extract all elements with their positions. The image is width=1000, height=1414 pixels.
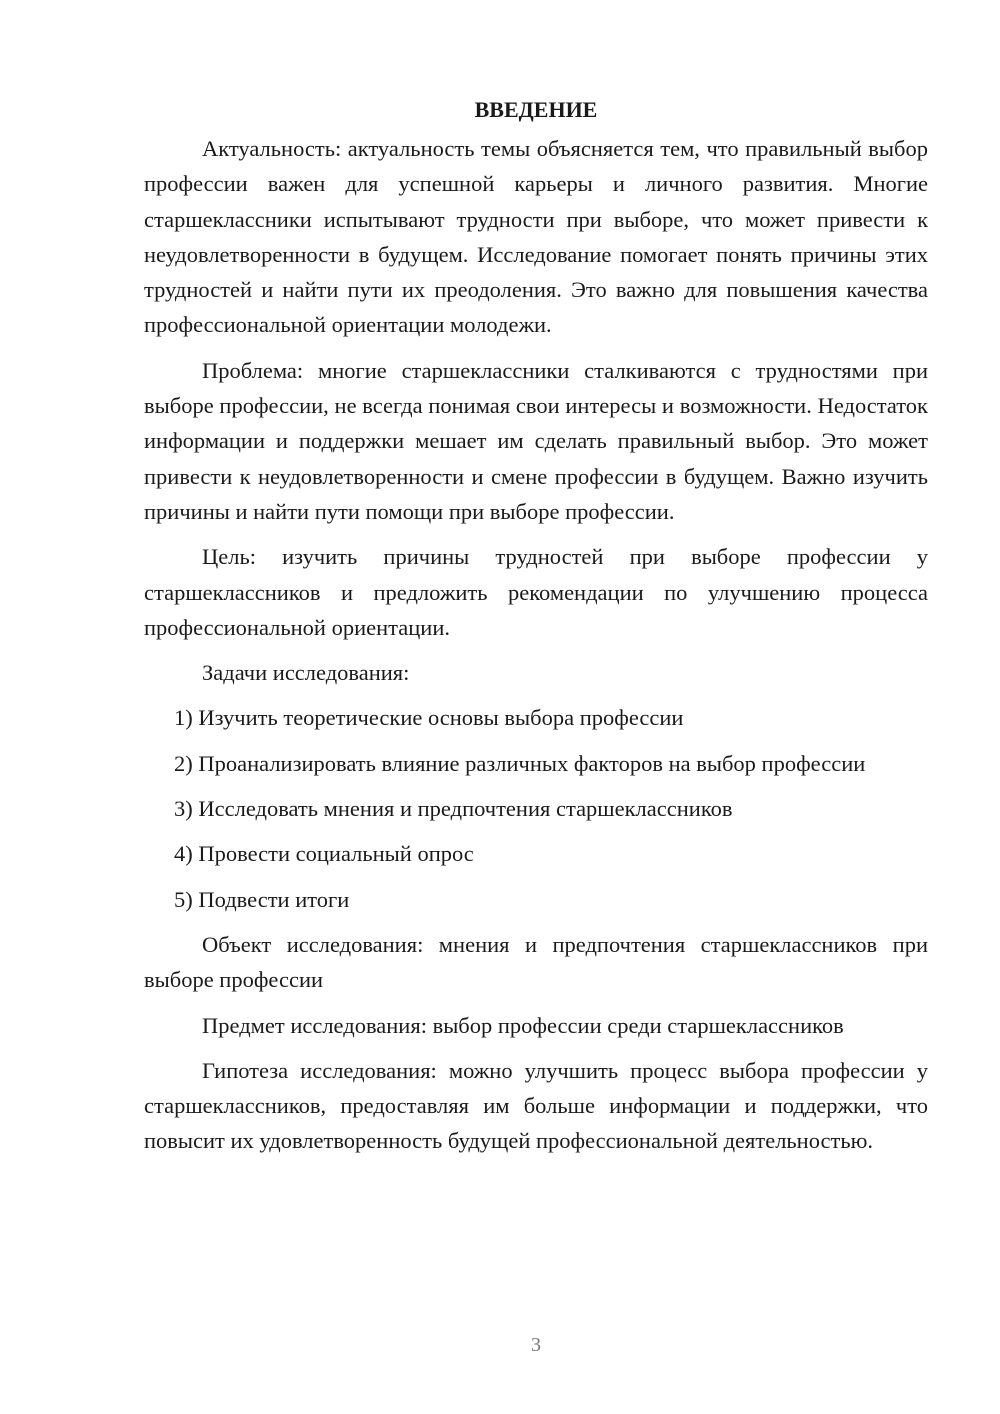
paragraph-tasks-heading: Задачи исследования: — [202, 660, 410, 686]
task-item: 3) Исследовать мнения и предпочтения старшеклассников — [174, 796, 733, 822]
paragraph-relevance: Актуальность: актуальность темы объясняется тем, что правильный выбор профессии важен для успешной карьеры и личного развития. Многие старшеклассники испытывают трудности при выборе, что может привести к неудовлетворенности в будущем. Исследование помогает понять причины этих трудностей и найти пути их преодоления. Это важно для повышения качества профессиональной ориентации молодежи. — [144, 136, 928, 338]
paragraph-object: Объект исследования: мнения и предпочтения старшеклассников при выборе профессии — [144, 931, 928, 993]
task-item: 5) Подвести итоги — [174, 886, 350, 912]
paragraph-hypothesis: Гипотеза исследования: можно улучшить процесс выбора профессии у старшеклассников, предоставляя им больше информации и поддержки, что повысит их удовлетворенность будущей профессиональной деятельностью. — [144, 1057, 928, 1154]
page-number: 3 — [531, 1334, 541, 1356]
section-title: ВВЕДЕНИЕ — [474, 97, 598, 122]
task-item: 2) Проанализировать влияние различных факторов на выбор профессии — [174, 750, 866, 776]
page-content — [144, 92, 928, 1169]
paragraph-problem: Проблема: многие старшеклассники сталкиваются с трудностями при выборе профессии, не всегда понимая свои интересы и возможности. Недостаток информации и поддержки мешает им сделать правильный выбор. Это может привести к неудовлетворенности и смене профессии в будущем. Важно изучить причины и найти пути помощи при выборе профессии. — [144, 357, 928, 524]
paragraph-subject: Предмет исследования: выбор профессии среди старшеклассников — [202, 1012, 844, 1038]
task-item: 4) Провести социальный опрос — [174, 841, 474, 867]
paragraph-goal: Цель: изучить причины трудностей при выборе профессии у старшеклассников и предложить рекомендации по улучшению процесса профессиональной ориентации. — [144, 544, 928, 640]
task-item: 1) Изучить теоретические основы выбора профессии — [174, 705, 684, 731]
